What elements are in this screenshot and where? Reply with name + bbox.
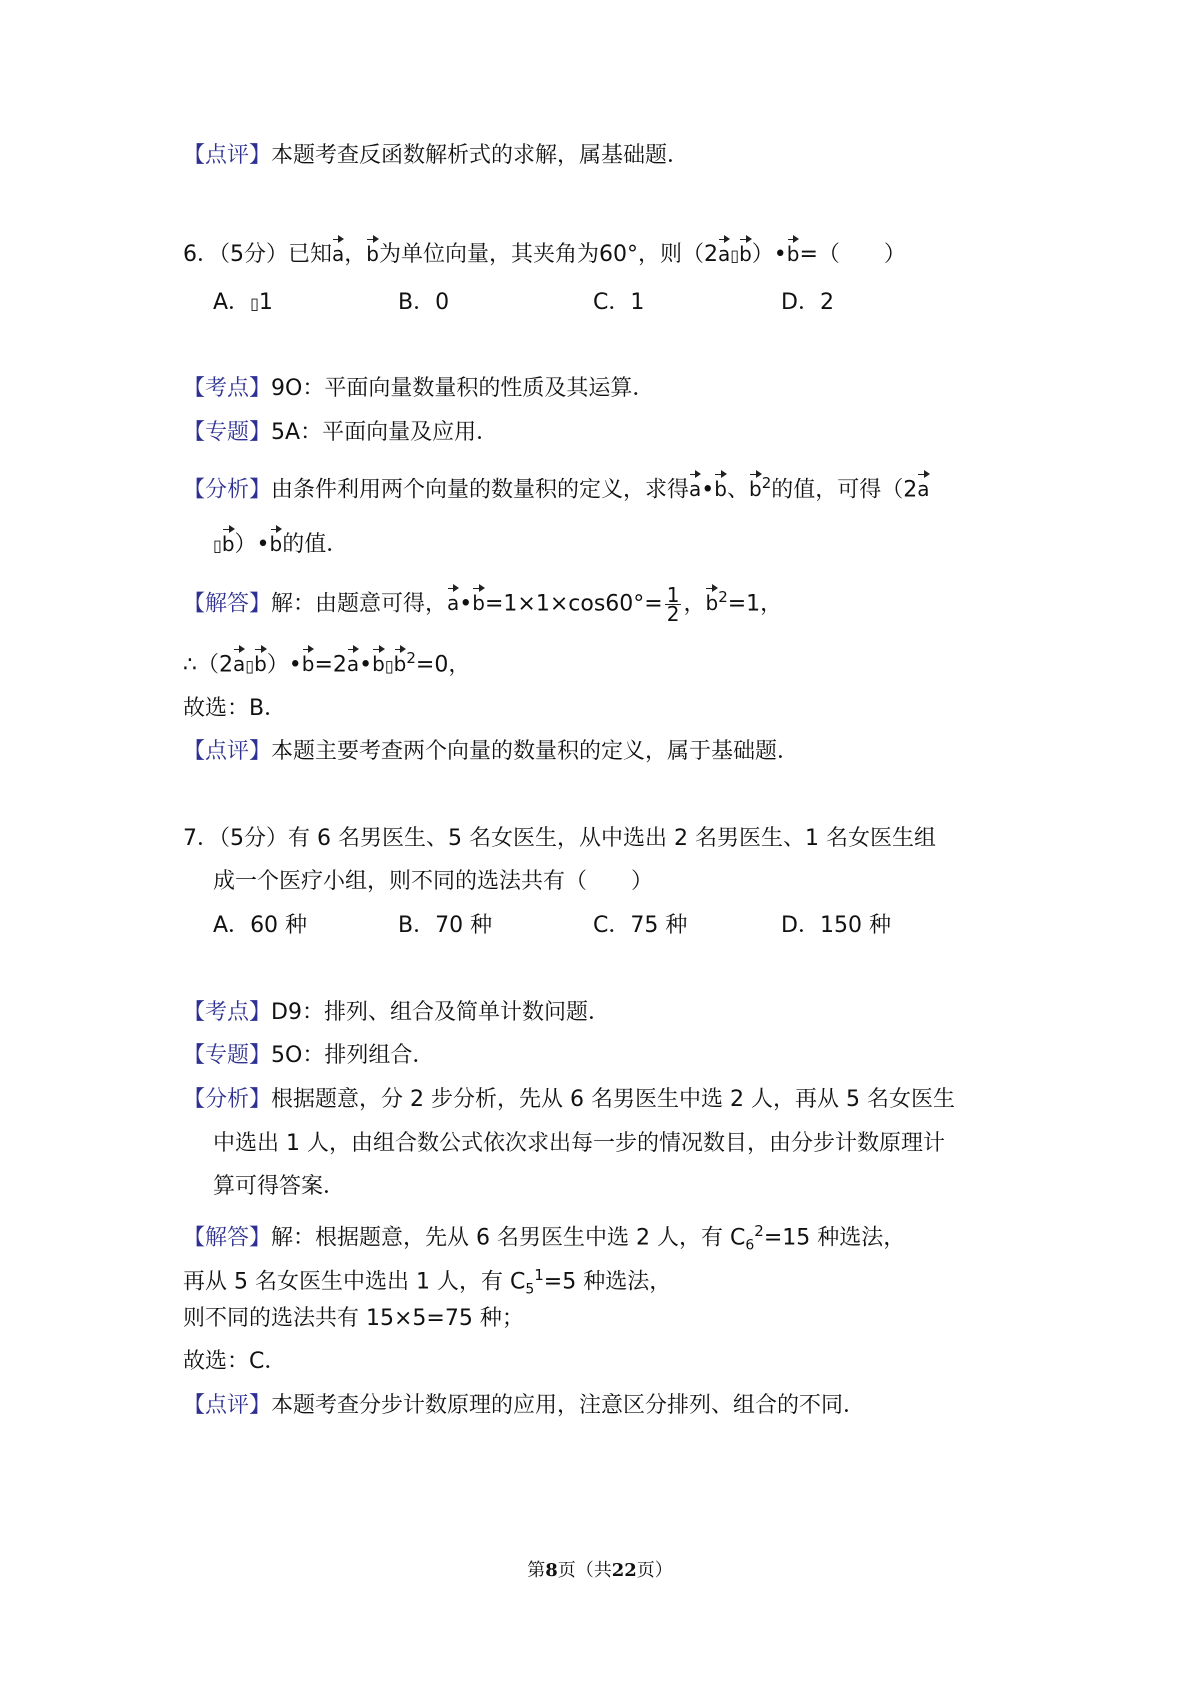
q7-fenxi: 【分析】根据题意，分 2 步分析，先从 6 名男医生中选 2 人，再从 5 名女医生 — [183, 1087, 955, 1112]
q5-dianping: 【点评】本题考查反函数解析式的求解，属基础题． — [183, 143, 690, 168]
q6-stem: 6．（5分）已知a，b为单位向量，其夹角为60°，则（2a▯b）•b=（ ） — [183, 237, 906, 271]
q6-option-d: D．2 — [781, 290, 834, 315]
q6-choice: 故选：B． — [183, 696, 287, 721]
q6-jieda: 【解答】解：由题意可得，a•b=1×1×cos60°= $\frac{1}{2}$ ，$b^2=1$， — [183, 582, 783, 626]
q7-stem-line2: 成一个医疗小组，则不同的选法共有（ ） — [213, 869, 654, 894]
q7-stem-line1: 7．（5分）有 6 名男医生、5 名女医生，从中选出 2 名男医生、1 名女医生组 — [183, 826, 936, 851]
q7-jieda-line2: 再从 5 名女医生中选出 1 人，有 $C_5^1=5$ 种选法， — [183, 1266, 672, 1298]
q7-option-c: C．75 种 — [593, 913, 688, 938]
q6-option-c: C．1 — [593, 290, 645, 315]
q7-option-b: B．70 种 — [398, 913, 493, 938]
tag-dianping: 【点评】 — [183, 143, 272, 168]
q6-therefore: $\therefore(2a▯b)•b=2a•b▯b^2=0$， — [183, 649, 471, 678]
q7-option-d: D．150 种 — [781, 913, 891, 938]
page-total: 22 — [611, 1560, 637, 1581]
q6-dianping: 【点评】本题主要考查两个向量的数量积的定义，属于基础题． — [183, 739, 800, 764]
q6-zhuanti: 【专题】5A：平面向量及应用． — [183, 420, 499, 445]
q7-choice: 故选：C． — [183, 1349, 287, 1374]
q6-option-b: B．0 — [398, 290, 450, 315]
q7-option-a: A．60 种 — [213, 913, 308, 938]
q7-jieda: 【解答】解：根据题意，先从 6 名男医生中选 2 人，有 $C_6^2=15$ 种选法， — [183, 1222, 906, 1254]
q7-dianping: 【点评】本题考查分步计数原理的应用，注意区分排列、组合的不同． — [183, 1393, 866, 1418]
q7-fenxi-line2: 中选出 1 人，由组合数公式依次求出每一步的情况数目，由分步计数原理计 — [213, 1131, 945, 1156]
q6-fenxi-cont: ▯b）•b的值． — [213, 527, 348, 561]
q6-fenxi: 【分析】由条件利用两个向量的数量积的定义，求得a•b、$b^2$的值，可得（2a — [183, 474, 930, 503]
page-number: 8 — [545, 1560, 558, 1581]
q7-kaodian: 【考点】D9：排列、组合及简单计数问题． — [183, 1000, 610, 1025]
q6-kaodian: 【考点】9O：平面向量数量积的性质及其运算． — [183, 376, 655, 401]
q7-jieda-line3: 则不同的选法共有 15×5=75 种； — [183, 1306, 524, 1331]
q6-option-a: A．▯1 — [213, 290, 273, 315]
q7-zhuanti: 【专题】5O：排列组合． — [183, 1043, 435, 1068]
q7-fenxi-line3: 算可得答案． — [213, 1174, 346, 1199]
page-footer: 第8页（共22页） — [527, 1560, 673, 1581]
fraction-one-half: $\frac{1}{2}$ — [666, 582, 680, 626]
